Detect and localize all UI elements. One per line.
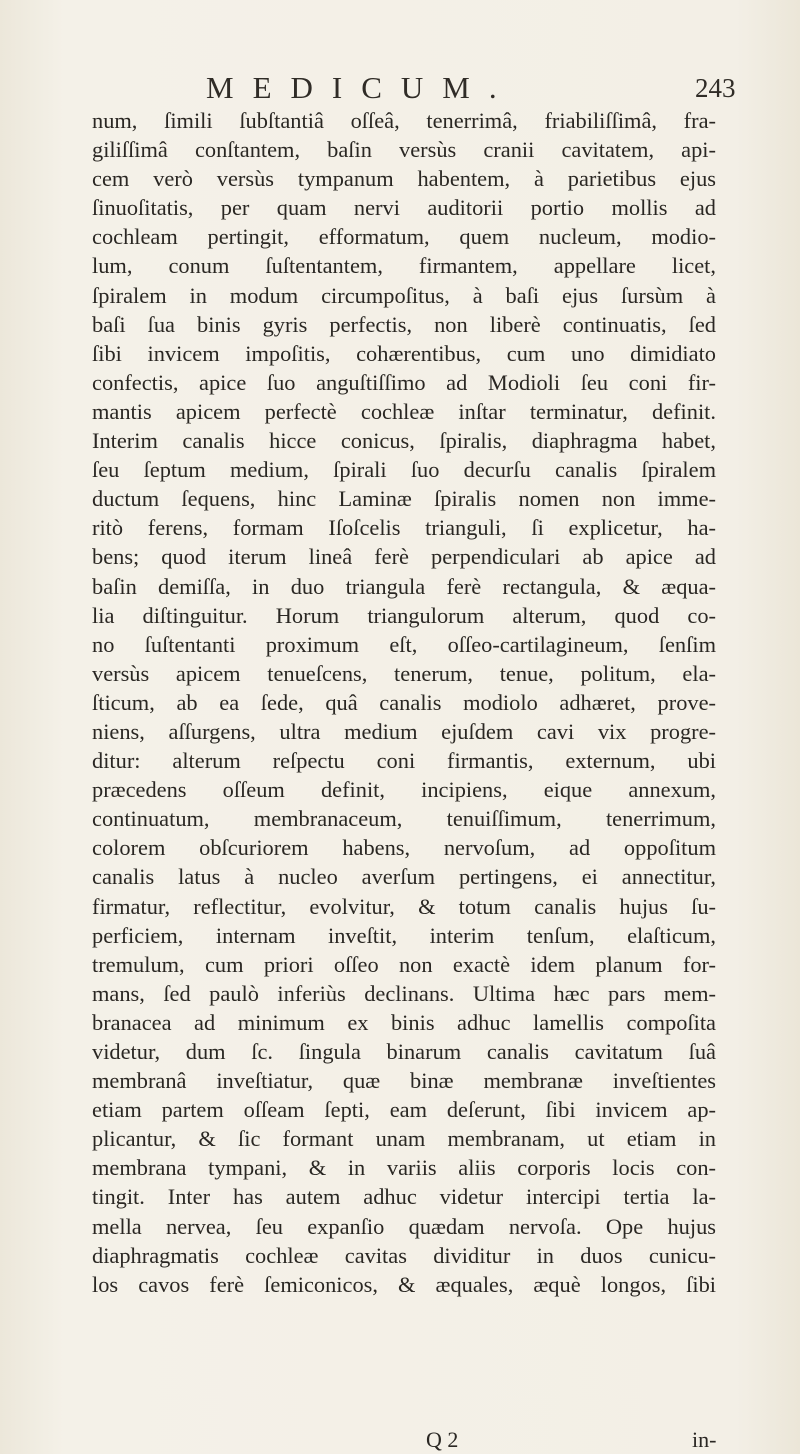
text-line: lum, conum ſuſtentantem, firmantem, appellare licet, bbox=[92, 253, 716, 279]
text-line: branacea ad minimum ex binis adhuc lamellis compoſita bbox=[92, 1009, 716, 1035]
text-line: tingit. Inter has autem adhuc videtur intercipi tertia la- bbox=[92, 1184, 716, 1210]
text-line: canalis latus à nucleo averſum pertingens, ei annectitur, bbox=[92, 864, 716, 890]
text-line: niens, aſſurgens, ultra medium ejuſdem cavi vix progre- bbox=[92, 718, 716, 744]
text-line: mantis apicem perfectè cochleæ inſtar terminatur, definit. bbox=[92, 398, 716, 424]
text-line: ritò ferens, formam Iſoſcelis trianguli, ſi explicetur, ha- bbox=[92, 515, 716, 541]
text-line: videtur, dum ſc. ſingula binarum canalis cavitatum ſuâ bbox=[92, 1039, 716, 1064]
text-line: colorem obſcuriorem habens, nervoſum, ad oppoſitum bbox=[92, 835, 716, 861]
text-line: ditur: alterum reſpectu coni firmantis, externum, ubi bbox=[92, 748, 716, 774]
text-line: ſeu ſeptum medium, ſpirali ſuo decurſu canalis ſpiralem bbox=[92, 457, 716, 483]
text-line: continuatum, membranaceum, tenuiſſimum, tenerrimum, bbox=[92, 806, 716, 832]
body-text bbox=[92, 106, 716, 1299]
text-line: firmatur, reflectitur, evolvitur, & totum canalis hujus ſu- bbox=[92, 893, 716, 919]
text-line: diaphragmatis cochleæ cavitas dividitur in duos cunicu- bbox=[92, 1242, 716, 1268]
text-line: confectis, apice ſuo anguſtiſſimo ad Modioli ſeu coni fir- bbox=[92, 369, 716, 395]
text-line: mella nervea, ſeu expanſio quædam nervoſa. Ope hujus bbox=[92, 1213, 716, 1239]
signature-mark: Q 2 bbox=[426, 1427, 459, 1452]
text-line: baſi ſua binis gyris perfectis, non liberè continuatis, ſed bbox=[92, 311, 716, 337]
running-title: MEDICUM. bbox=[206, 70, 516, 105]
text-line: giliſſimâ conſtantem, baſin versùs cranii cavitatem, api- bbox=[92, 137, 716, 163]
page-number: 243 bbox=[695, 73, 736, 103]
text-line: membranâ inveſtiatur, quæ binæ membranæ inveſtientes bbox=[92, 1068, 716, 1094]
text-line: baſin demiſſa, in duo triangula ferè rectangula, & æqua- bbox=[92, 573, 716, 599]
catchword: in- bbox=[692, 1427, 717, 1452]
text-line: los cavos ferè ſemiconicos, & æquales, æquè longos, ſibi bbox=[92, 1271, 716, 1297]
text-line: ſibi invicem impoſitis, cohærentibus, cum uno dimidiato bbox=[92, 340, 716, 366]
text-line: tremulum, cum priori oſſeo non exactè idem planum for- bbox=[92, 951, 716, 977]
text-line: lia diſtinguitur. Horum triangulorum alterum, quod co- bbox=[92, 602, 716, 628]
text-line: plicantur, & ſic formant unam membranam, ut etiam in bbox=[92, 1126, 716, 1152]
text-line: ſinuoſitatis, per quam nervi auditorii portio mollis ad bbox=[92, 195, 716, 221]
text-line: membrana tympani, & in variis aliis corporis locis con- bbox=[92, 1155, 716, 1181]
text-line: cochleam pertingit, efformatum, quem nucleum, modio- bbox=[92, 224, 716, 250]
text-line: Interim canalis hicce conicus, ſpiralis, diaphragma habet, bbox=[92, 428, 716, 454]
text-line: etiam partem oſſeam ſepti, eam deſerunt, ſibi invicem ap- bbox=[92, 1097, 716, 1123]
text-line: cem verò versùs tympanum habentem, à parietibus ejus bbox=[92, 166, 716, 192]
page-footer bbox=[0, 1429, 800, 1454]
text-line: num, ſimili ſubſtantiâ oſſeâ, tenerrimâ, friabiliſſimâ, fra- bbox=[92, 108, 716, 133]
text-line: ſpiralem in modum circumpoſitus, à baſi ejus ſursùm à bbox=[92, 282, 716, 308]
text-line: ſticum, ab ea ſede, quâ canalis modiolo adhæret, prove- bbox=[92, 689, 716, 715]
text-line: bens; quod iterum lineâ ferè perpendiculari ab apice ad bbox=[92, 544, 716, 570]
text-line: no ſuſtentanti proximum eſt, oſſeo-cartilagineum, ſenſim bbox=[92, 631, 716, 657]
text-line: versùs apicem tenueſcens, tenerum, tenue, politum, ela- bbox=[92, 660, 716, 686]
text-line: ductum ſequens, hinc Laminæ ſpiralis nomen non imme- bbox=[92, 486, 716, 512]
text-line: mans, ſed paulò inferiùs declinans. Ultima hæc pars mem- bbox=[92, 980, 716, 1006]
page-header bbox=[0, 70, 800, 110]
text-line: perficiem, internam inveſtit, interim tenſum, elaſticum, bbox=[92, 922, 716, 948]
text-line: præcedens oſſeum definit, incipiens, eique annexum, bbox=[92, 777, 716, 803]
